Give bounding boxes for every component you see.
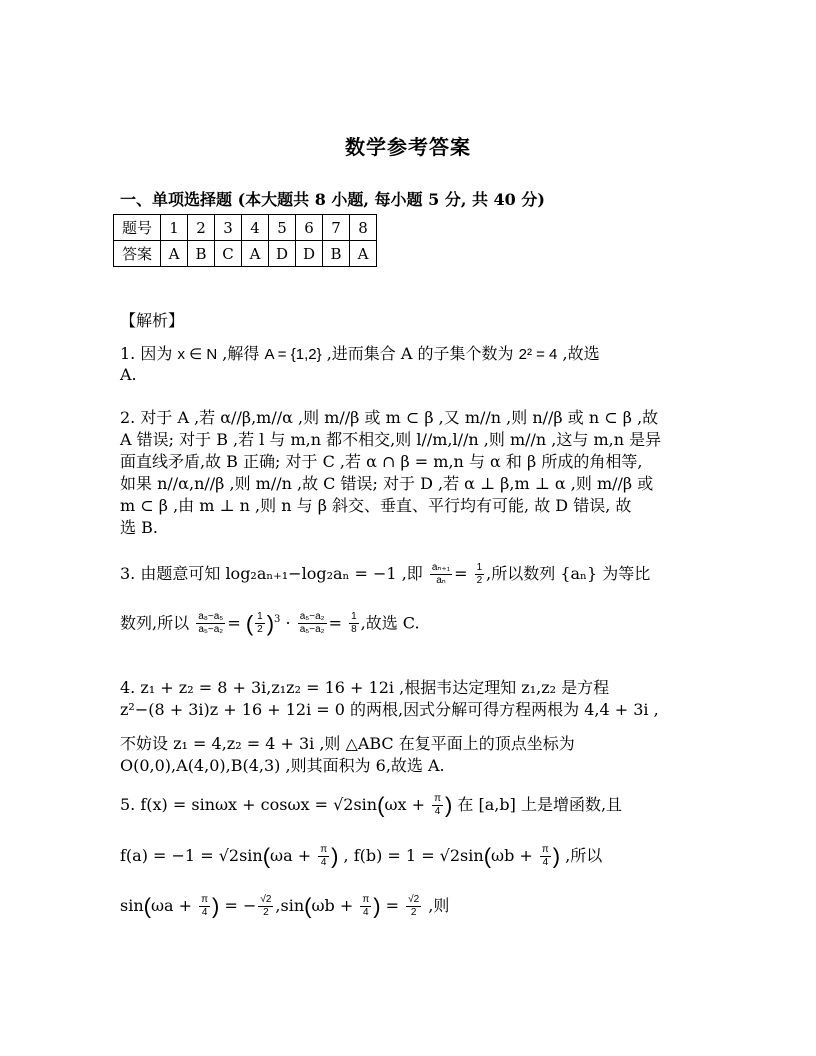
numerator: π <box>201 894 209 905</box>
paren: ) <box>373 893 381 919</box>
text: 在 [a,b] 上是增函数,且 <box>452 795 623 814</box>
fraction <box>360 894 371 919</box>
table-header-cell: 答案 <box>114 241 161 267</box>
text: ωb + <box>491 845 533 865</box>
text: ωa + <box>270 845 312 865</box>
numerator: π <box>320 843 328 855</box>
numerator: a₅−a₂ <box>299 611 325 623</box>
table-row-numbers <box>114 215 377 241</box>
text-line: m ⊂ β ,由 m ⊥ n ,则 n 与 β 斜交、垂直、平行均有可能, 故 D 错误, 故 <box>120 496 632 515</box>
denominator: 4 <box>363 907 369 918</box>
text: 1. 因为 <box>120 344 178 363</box>
text-line: A 错误; 对于 B ,若 l 与 m,n 都不相交,则 l//m,l//n ,则 m//n ,这与 m,n 是异 <box>120 430 662 449</box>
text: = − <box>219 896 257 915</box>
fraction <box>196 611 225 636</box>
text-line: 4. z₁ + z₂ = 8 + 3i,z₁z₂ = 16 + 12i ,根据韦达定理知 z₁,z₂ 是方程 <box>120 678 610 697</box>
text: sin <box>120 896 144 915</box>
text: ,所以 <box>560 845 603 865</box>
text-line: O(0,0),A(4,0),B(4,3) ,则其面积为 6,故选 A. <box>120 756 445 775</box>
numerator: aₙ₊₁ <box>431 562 451 573</box>
denominator: 2 <box>476 575 483 586</box>
fraction <box>430 562 452 587</box>
denominator: 2 <box>263 907 269 918</box>
paren: ) <box>266 610 275 636</box>
text: ωa + <box>150 896 193 915</box>
denominator: 4 <box>201 907 208 918</box>
text: ,故选 <box>557 344 600 363</box>
question-number-cell: 3 <box>215 215 242 241</box>
paren: ) <box>331 843 339 868</box>
text: ,则 <box>423 896 450 915</box>
answer-cell: B <box>323 241 350 267</box>
numerator: π <box>541 843 549 855</box>
question-number-cell: 2 <box>188 215 215 241</box>
text: ,故选 C. <box>360 613 420 633</box>
table-row-answers <box>114 241 377 267</box>
answer-table <box>113 214 377 267</box>
question-number-cell: 1 <box>161 215 188 241</box>
denominator: 4 <box>542 856 549 868</box>
math: 2² = 4 <box>518 346 558 363</box>
text: f(a) = −1 = √2sin <box>120 845 263 865</box>
math: A = {1,2} <box>264 346 322 363</box>
fraction <box>432 793 443 818</box>
fraction <box>475 562 485 587</box>
denominator: a₅−a₂ <box>299 624 325 636</box>
text: ,进而集合 A 的子集个数为 <box>321 344 519 363</box>
text-line: 2. 对于 A ,若 α//β,m//α ,则 m//β 或 m ⊂ β ,又 m//n ,则 n//β 或 n ⊂ β ,故 <box>120 408 659 427</box>
paren: ( <box>377 792 385 818</box>
text: , f(b) = 1 = √2sin <box>338 845 484 865</box>
text: = <box>380 896 400 915</box>
math: x ∈ N <box>177 346 218 363</box>
numerator: π <box>362 894 370 905</box>
text-line: 选 B. <box>120 518 158 537</box>
solution-4 <box>120 677 700 777</box>
numerator: 1 <box>257 611 263 623</box>
question-number-cell: 4 <box>242 215 269 241</box>
answer-cell: C <box>215 241 242 267</box>
paren: ( <box>143 893 151 919</box>
text: = <box>227 613 241 633</box>
numerator: 1 <box>351 611 357 623</box>
numerator: π <box>434 793 441 804</box>
fraction <box>349 611 359 636</box>
paren: ( <box>245 610 254 636</box>
answer-cell: A <box>161 241 188 267</box>
text: = <box>328 613 342 633</box>
fraction <box>199 894 210 919</box>
numerator: a₈−a₅ <box>198 611 224 623</box>
question-number-cell: 8 <box>350 215 377 241</box>
text: 5. f(x) = sinωx + cosωx = √2sin <box>120 795 378 814</box>
denominator: aₙ <box>436 575 446 586</box>
paren: ) <box>445 792 453 818</box>
paren: ) <box>212 893 220 919</box>
denominator: 2 <box>410 907 417 918</box>
denominator: 4 <box>320 856 327 868</box>
denominator: 2 <box>257 624 263 636</box>
denominator: 8 <box>351 624 357 636</box>
fraction <box>318 844 329 869</box>
solution-1 <box>120 344 700 385</box>
answer-cell: B <box>188 241 215 267</box>
text: ,解得 <box>217 344 265 363</box>
fraction <box>298 611 327 636</box>
question-number-cell: 6 <box>296 215 323 241</box>
table-header-cell: 题号 <box>114 215 161 241</box>
fraction <box>258 894 273 919</box>
numerator: 1 <box>476 562 483 573</box>
fraction <box>406 894 421 919</box>
text: 数列,所以 <box>120 613 190 633</box>
text: ,所以数列 {aₙ} 为等比 <box>486 564 651 583</box>
question-number-cell: 5 <box>269 215 296 241</box>
solution-3: 3. 由题意可知 log₂aₙ₊₁−log₂aₙ = −1 ,即 $\frac{\text{aₙ₊₁}}{\text{aₙ}}$ = $\frac{1}{2}$ ,所以数列 {aₙ} 为等比 数列,所以 $\frac{\text{a₈−a₅}}{\text{a₅−a₂}}$ = ( $\frac{1}{2}$ )$^3$ · $\frac{\text{a₅−a₂}}{\text{a₅−a₂}}$ = $\frac{1}{8}$ ,故选 C. <box>120 562 651 636</box>
analysis-label: 【解析】 <box>120 311 185 330</box>
text: ,sin <box>275 896 305 915</box>
solution-5 <box>120 790 700 922</box>
answer-cell: A <box>242 241 269 267</box>
fraction <box>540 844 551 869</box>
solution-2 <box>120 407 700 539</box>
text: 3. 由题意可知 log₂aₙ₊₁−log₂aₙ = −1 ,即 <box>120 564 423 583</box>
text-line: z²−(8 + 3i)z + 16 + 12i = 0 的两根,因式分解可得方程两根为 4,4 + 3i , <box>120 700 659 719</box>
page-title: 数学参考答案 <box>345 135 471 159</box>
numerator: √2 <box>260 894 272 905</box>
text-line: 不妨设 z₁ = 4,z₂ = 4 + 3i ,则 △ABC 在复平面上的顶点坐标为 <box>120 734 575 753</box>
text: ωb + <box>311 896 354 915</box>
paren: ) <box>552 843 561 868</box>
text-line: 面直线矛盾,故 B 正确; 对于 C ,若 α ∩ β = m,n 与 α 和 β 所成的角相等, <box>120 452 643 471</box>
denominator: 4 <box>434 806 441 817</box>
exponent: 3 <box>274 614 281 625</box>
answer-cell: A <box>350 241 377 267</box>
fraction <box>255 611 265 636</box>
paren: ( <box>483 843 492 868</box>
text: = <box>454 564 468 583</box>
text: ωx + <box>384 795 425 814</box>
text-line: 如果 n//α,n//β ,则 m//n ,故 C 错误; 对于 D ,若 α ⊥ β,m ⊥ α ,则 m//β 或 <box>120 474 654 493</box>
section-heading: 一、单项选择题 (本大题共 8 小题, 每小题 5 分, 共 40 分) <box>120 190 545 209</box>
paren: ( <box>262 843 271 868</box>
paren: ( <box>304 893 312 919</box>
text: A. <box>120 365 137 384</box>
question-number-cell: 7 <box>323 215 350 241</box>
numerator: √2 <box>408 894 420 905</box>
denominator: a₅−a₂ <box>198 624 224 636</box>
answer-cell: D <box>269 241 296 267</box>
answer-cell: D <box>296 241 323 267</box>
